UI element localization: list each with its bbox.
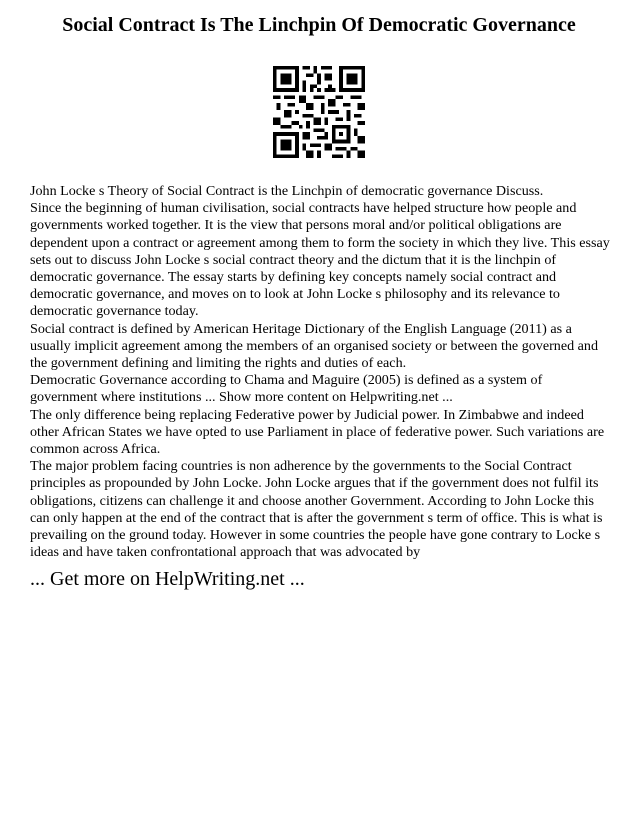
paragraph: Since the beginning of human civilisation, social contracts have helped structure how people and governments worked together. It is the view that persons moral and/or political obligations are dependent upon a contract or agreement among them to form the society in which they live. This essay sets out to discuss John Locke s social contract theory and the dictum that it is the linchpin of democratic governance. The essay starts by defining key concepts namely social contract and democratic governance, and moves on to look at John Locke s philosophy and its relevance to democratic governance today.	[30, 200, 610, 320]
paragraph: John Locke s Theory of Social Contract is the Linchpin of democratic governance Discuss.	[30, 183, 544, 199]
get-more-link[interactable]: ... Get more on HelpWriting.net ...	[30, 568, 305, 590]
document-title: Social Contract Is The Linchpin Of Democratic Governance	[62, 14, 576, 36]
paragraph: Social contract is defined by American Heritage Dictionary of the English Language (2011) as a usually implicit agreement among the members of an organised society or between the governed and the government defining and limiting the rights and duties of each.	[30, 320, 599, 372]
paragraph: The only difference being replacing Federative power by Judicial power. In Zimbabwe and indeed other African States we have opted to use Parliament in place of federative power. Such variations are common across Africa.	[30, 406, 605, 458]
document-body	[30, 183, 610, 561]
qr-code-icon	[273, 66, 365, 158]
paragraph: The major problem facing countries is non adherence by the governments to the Social Contract principles as propounded by John Locke. John Locke argues that if the government does not fulfil its obligations, citizens can challenge it and choose another Government. According to John Locke this can only happen at the end of the contract that is after the government s term of office. This is what is prevailing on the ground today. However in some countries the people have gone contrary to Locke s ideas and have taken confrontational approach that was advocated by	[30, 458, 603, 561]
paragraph: Democratic Governance according to Chama and Maguire (2005) is defined as a system of government where institutions ... Show more content on Helpwriting.net ...	[30, 372, 543, 406]
